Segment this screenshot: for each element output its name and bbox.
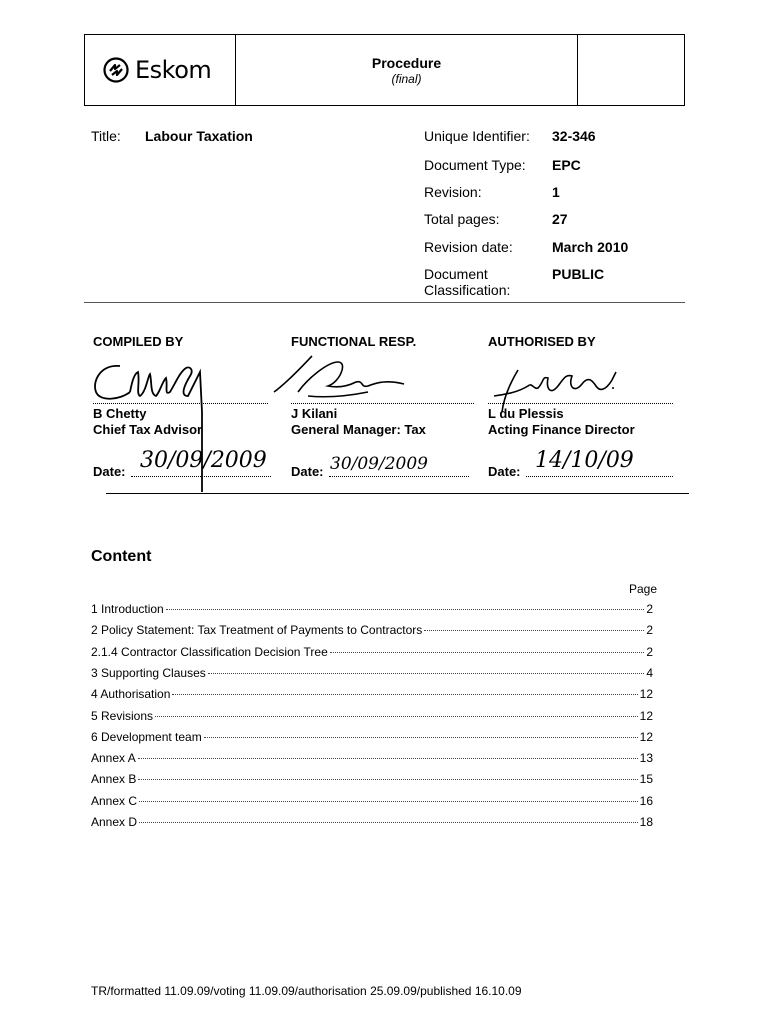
revision-label: Revision: bbox=[424, 184, 482, 200]
procedure-heading bbox=[235, 55, 578, 86]
compiled-role: Chief Tax Advisor bbox=[93, 422, 203, 437]
compiled-by-name bbox=[93, 406, 202, 438]
authorised-role: Acting Finance Director bbox=[488, 422, 635, 437]
toc-leader-dots bbox=[139, 822, 638, 823]
toc-entry-page: 18 bbox=[639, 815, 653, 829]
functional-name: J Kilani bbox=[291, 406, 338, 421]
toc-leader-dots bbox=[166, 609, 645, 610]
authorised-date-value: 14/10/09 bbox=[535, 448, 634, 473]
revision-value: 1 bbox=[552, 184, 560, 200]
title-value: Labour Taxation bbox=[145, 128, 253, 144]
toc-entry[interactable] bbox=[91, 623, 653, 639]
authorised-by-name bbox=[488, 406, 635, 438]
compiled-name: B Chetty bbox=[93, 406, 147, 421]
toc-entry-title: 1 Introduction bbox=[91, 602, 164, 616]
toc-entry-page: 15 bbox=[639, 772, 653, 787]
toc-leader-dots bbox=[172, 694, 637, 695]
authorised-name: L du Plessis bbox=[488, 406, 564, 421]
toc-leader-dots bbox=[138, 779, 637, 780]
toc-entry-title: 3 Supporting Clauses bbox=[91, 665, 206, 680]
signature-divider bbox=[106, 493, 689, 494]
toc-entry-title: Annex D bbox=[91, 815, 138, 829]
toc-entry[interactable] bbox=[91, 730, 653, 746]
toc-entry-page: 16 bbox=[639, 793, 653, 808]
unique-identifier-value: 32-346 bbox=[552, 128, 596, 144]
unique-identifier-label: Unique Identifier: bbox=[424, 128, 530, 144]
signature-j-kilani bbox=[268, 352, 418, 408]
document-type-label: Document Type: bbox=[424, 157, 526, 173]
toc-entry[interactable] bbox=[91, 751, 653, 767]
functional-resp-name bbox=[291, 406, 426, 438]
toc-entry-title: 6 Development team bbox=[91, 729, 202, 744]
toc-entry-title: Annex B bbox=[91, 772, 137, 787]
toc-entry-title: Annex A bbox=[91, 751, 136, 766]
toc-entry-title: 5 Revisions bbox=[91, 708, 154, 723]
toc-leader-dots bbox=[208, 673, 645, 674]
functional-role: General Manager: Tax bbox=[291, 422, 426, 437]
signature-line-authorised bbox=[488, 403, 673, 404]
revision-date-label: Revision date: bbox=[424, 239, 513, 255]
authorised-date-label: Date: bbox=[488, 464, 521, 479]
doc-kind: Procedure bbox=[371, 55, 442, 71]
signature-line-compiled bbox=[93, 403, 268, 404]
functional-date-value: 30/09/2009 bbox=[330, 454, 428, 474]
toc-leader-dots bbox=[424, 630, 644, 631]
eskom-emblem-icon bbox=[103, 57, 129, 83]
toc-leader-dots bbox=[155, 716, 638, 717]
toc-entry-page: 4 bbox=[646, 665, 653, 680]
page-column-label: Page bbox=[629, 582, 658, 596]
compiled-date-label: Date: bbox=[93, 464, 126, 479]
classification-value: PUBLIC bbox=[552, 266, 605, 282]
document-header bbox=[84, 34, 685, 106]
toc-entry-page: 2 bbox=[646, 644, 653, 659]
authorised-date-line bbox=[526, 476, 673, 477]
revision-date-value: March 2010 bbox=[552, 239, 629, 255]
toc-entry-page: 12 bbox=[639, 729, 653, 744]
signature-line-functional bbox=[291, 403, 474, 404]
functional-date-label: Date: bbox=[291, 464, 324, 479]
footer-text: TR/formatted 11.09.09/voting 11.09.09/authorisation 25.09.09/published 16.10.09 bbox=[91, 984, 522, 998]
toc-entry[interactable] bbox=[91, 709, 653, 725]
eskom-logo bbox=[103, 56, 211, 84]
toc-entry-page: 12 bbox=[639, 708, 653, 723]
content-heading: Content bbox=[91, 548, 152, 565]
compiled-by-heading: COMPILED BY bbox=[93, 334, 184, 349]
document-type-value: EPC bbox=[552, 157, 581, 173]
toc-leader-dots bbox=[138, 758, 638, 759]
classification-label-line2: Classification: bbox=[424, 282, 511, 298]
toc-entry-page: 2 bbox=[646, 602, 653, 616]
compiled-date-line bbox=[131, 476, 271, 477]
compiled-date-value: 30/09/2009 bbox=[140, 448, 267, 473]
logo-cell bbox=[85, 35, 236, 105]
empty-cell bbox=[577, 35, 684, 105]
toc-entry-page: 2 bbox=[646, 623, 653, 638]
authorised-by-heading: AUTHORISED BY bbox=[488, 334, 596, 349]
toc-entry-title: 2 Policy Statement: Tax Treatment of Payments to Contractors bbox=[91, 623, 423, 638]
divider bbox=[84, 302, 685, 303]
toc-entry[interactable] bbox=[91, 794, 653, 810]
functional-resp-heading: FUNCTIONAL RESP. bbox=[291, 334, 417, 349]
toc-entry[interactable] bbox=[91, 602, 653, 618]
title-label: Title: bbox=[91, 128, 121, 144]
toc-entry-title: 2.1.4 Contractor Classification Decision Tree bbox=[91, 644, 328, 659]
toc-entry[interactable] bbox=[91, 687, 653, 703]
toc-entry[interactable] bbox=[91, 666, 653, 682]
toc-leader-dots bbox=[204, 737, 638, 738]
total-pages-label: Total pages: bbox=[424, 211, 500, 227]
toc-entry-page: 12 bbox=[639, 687, 653, 702]
logo-text: Eskom bbox=[135, 56, 212, 84]
toc-leader-dots bbox=[330, 652, 645, 653]
toc-entry[interactable] bbox=[91, 815, 653, 831]
doc-status: (final) bbox=[391, 72, 422, 86]
total-pages-value: 27 bbox=[552, 211, 568, 227]
toc-entry[interactable] bbox=[91, 772, 653, 788]
classification-label-line1: Document bbox=[424, 266, 488, 282]
toc-entry[interactable] bbox=[91, 645, 653, 661]
toc-entry-page: 13 bbox=[639, 751, 653, 766]
toc-entry-title: 4 Authorisation bbox=[91, 687, 171, 702]
toc-leader-dots bbox=[139, 801, 638, 802]
toc-entry-title: Annex C bbox=[91, 793, 138, 808]
functional-date-line bbox=[329, 476, 469, 477]
